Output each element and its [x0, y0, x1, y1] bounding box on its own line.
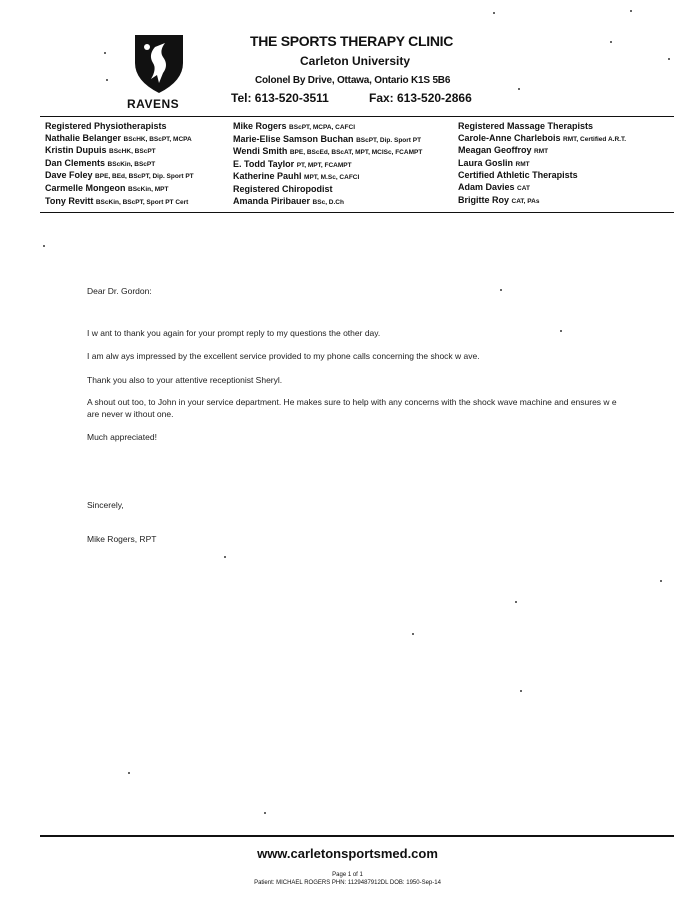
letter-closing: Sincerely,	[87, 500, 124, 510]
university-name: Carleton University	[300, 54, 411, 68]
staff-entry: Dan Clements BScKin, BScPT	[45, 157, 156, 168]
scan-speck	[518, 88, 520, 90]
staff-entry: Registered Physiotherapists	[45, 121, 167, 131]
staff-entry: Kristin Dupuis BScHK, BScPT	[45, 145, 156, 156]
staff-entry: Certified Athletic Therapists	[458, 170, 578, 181]
staff-entry: Nathalie Belanger BScHK, BScPT, MCPA	[45, 132, 192, 143]
staff-entry: Registered Massage Therapists	[458, 121, 594, 131]
staff-entry: Dave Foley BPE, BEd, BScPT, Dip. Sport PT	[45, 170, 194, 181]
clinic-website: www.carletonsportsmed.com	[257, 846, 438, 861]
staff-entry: Marie-Elise Samson Buchan BScPT, Dip. Sport PT	[233, 133, 422, 144]
staff-entry: Wendi Smith BPE, BScEd, BScAT, MPT, MCISc, FCAMPT	[233, 146, 423, 157]
ravens-shield-logo	[133, 33, 185, 95]
staff-entry: Meagan Geoffroy RMT	[458, 145, 549, 156]
scan-speck	[104, 52, 106, 54]
staff-entry: Brigitte Roy CAT, PAs	[458, 194, 540, 205]
scan-speck	[412, 633, 414, 635]
staff-column-physiotherapists	[45, 121, 194, 208]
staff-column-middle	[233, 121, 422, 208]
staff-entry: Katherine Pauhl MPT, M.Sc, CAFCI	[233, 171, 360, 182]
staff-divider	[40, 212, 674, 213]
clinic-phone: Tel: 613-520-3511	[231, 91, 329, 105]
letter-paragraph: A shout out too, to John in your service department. He makes sure to help with any concerns with the shock wave machine and ensures w e are never w ithout one.	[87, 397, 617, 419]
scan-speck	[224, 556, 226, 558]
scan-speck	[500, 289, 502, 291]
clinic-name: THE SPORTS THERAPY CLINIC	[250, 33, 454, 49]
scan-speck	[43, 245, 45, 247]
scan-speck	[515, 601, 517, 603]
scan-speck	[610, 41, 612, 43]
footer-divider	[40, 835, 674, 837]
staff-entry: E. Todd Taylor PT, MPT, FCAMPT	[233, 158, 352, 169]
scan-speck	[128, 772, 130, 774]
letter-greeting: Dear Dr. Gordon:	[87, 286, 152, 296]
scan-speck	[660, 580, 662, 582]
staff-entry: Amanda Piribauer BSc, D.Ch	[233, 195, 344, 206]
staff-entry: Tony Revitt BScKin, BScPT, Sport PT Cert	[45, 195, 189, 206]
staff-column-massage-athletic	[458, 121, 626, 207]
header-divider	[40, 116, 674, 117]
scan-speck	[493, 12, 495, 14]
letter-signature: Mike Rogers, RPT	[87, 534, 157, 544]
page-number: Page 1 of 1	[332, 872, 363, 878]
scan-speck	[560, 330, 562, 332]
staff-entry: Carole-Anne Charlebois RMT, Certified A.R.T.	[458, 132, 627, 143]
staff-entry: Carmelle Mongeon BScKin, MPT	[45, 182, 169, 193]
staff-entry: Mike Rogers BScPT, MCPA, CAFCI	[233, 121, 356, 131]
letter-paragraph: I w ant to thank you again for your prompt reply to my questions the other day.	[87, 328, 381, 338]
scan-speck	[630, 10, 632, 12]
letter-paragraph: Much appreciated!	[87, 432, 157, 442]
letter-paragraph: Thank you also to your attentive receptionist Sheryl.	[87, 375, 283, 385]
scan-speck	[106, 79, 108, 81]
staff-entry: Laura Goslin RMT	[458, 157, 530, 168]
staff-entry: Adam Davies CAT	[458, 181, 530, 192]
clinic-address: Colonel By Drive, Ottawa, Ontario K1S 5B6	[255, 75, 451, 86]
logo-wordmark: RAVENS	[127, 97, 180, 111]
clinic-fax: Fax: 613-520-2866	[369, 91, 472, 105]
scan-speck	[668, 58, 670, 60]
scan-speck	[520, 690, 522, 692]
patient-info: Patient: MICHAEL ROGERS PHN: 1129487912DL DOB: 1950-Sep-14	[254, 880, 441, 886]
letter-paragraph: I am alw ays impressed by the excellent service provided to my phone calls concerning the shock w ave.	[87, 351, 480, 361]
scan-speck	[264, 812, 266, 814]
staff-entry: Registered Chiropodist	[233, 183, 333, 194]
